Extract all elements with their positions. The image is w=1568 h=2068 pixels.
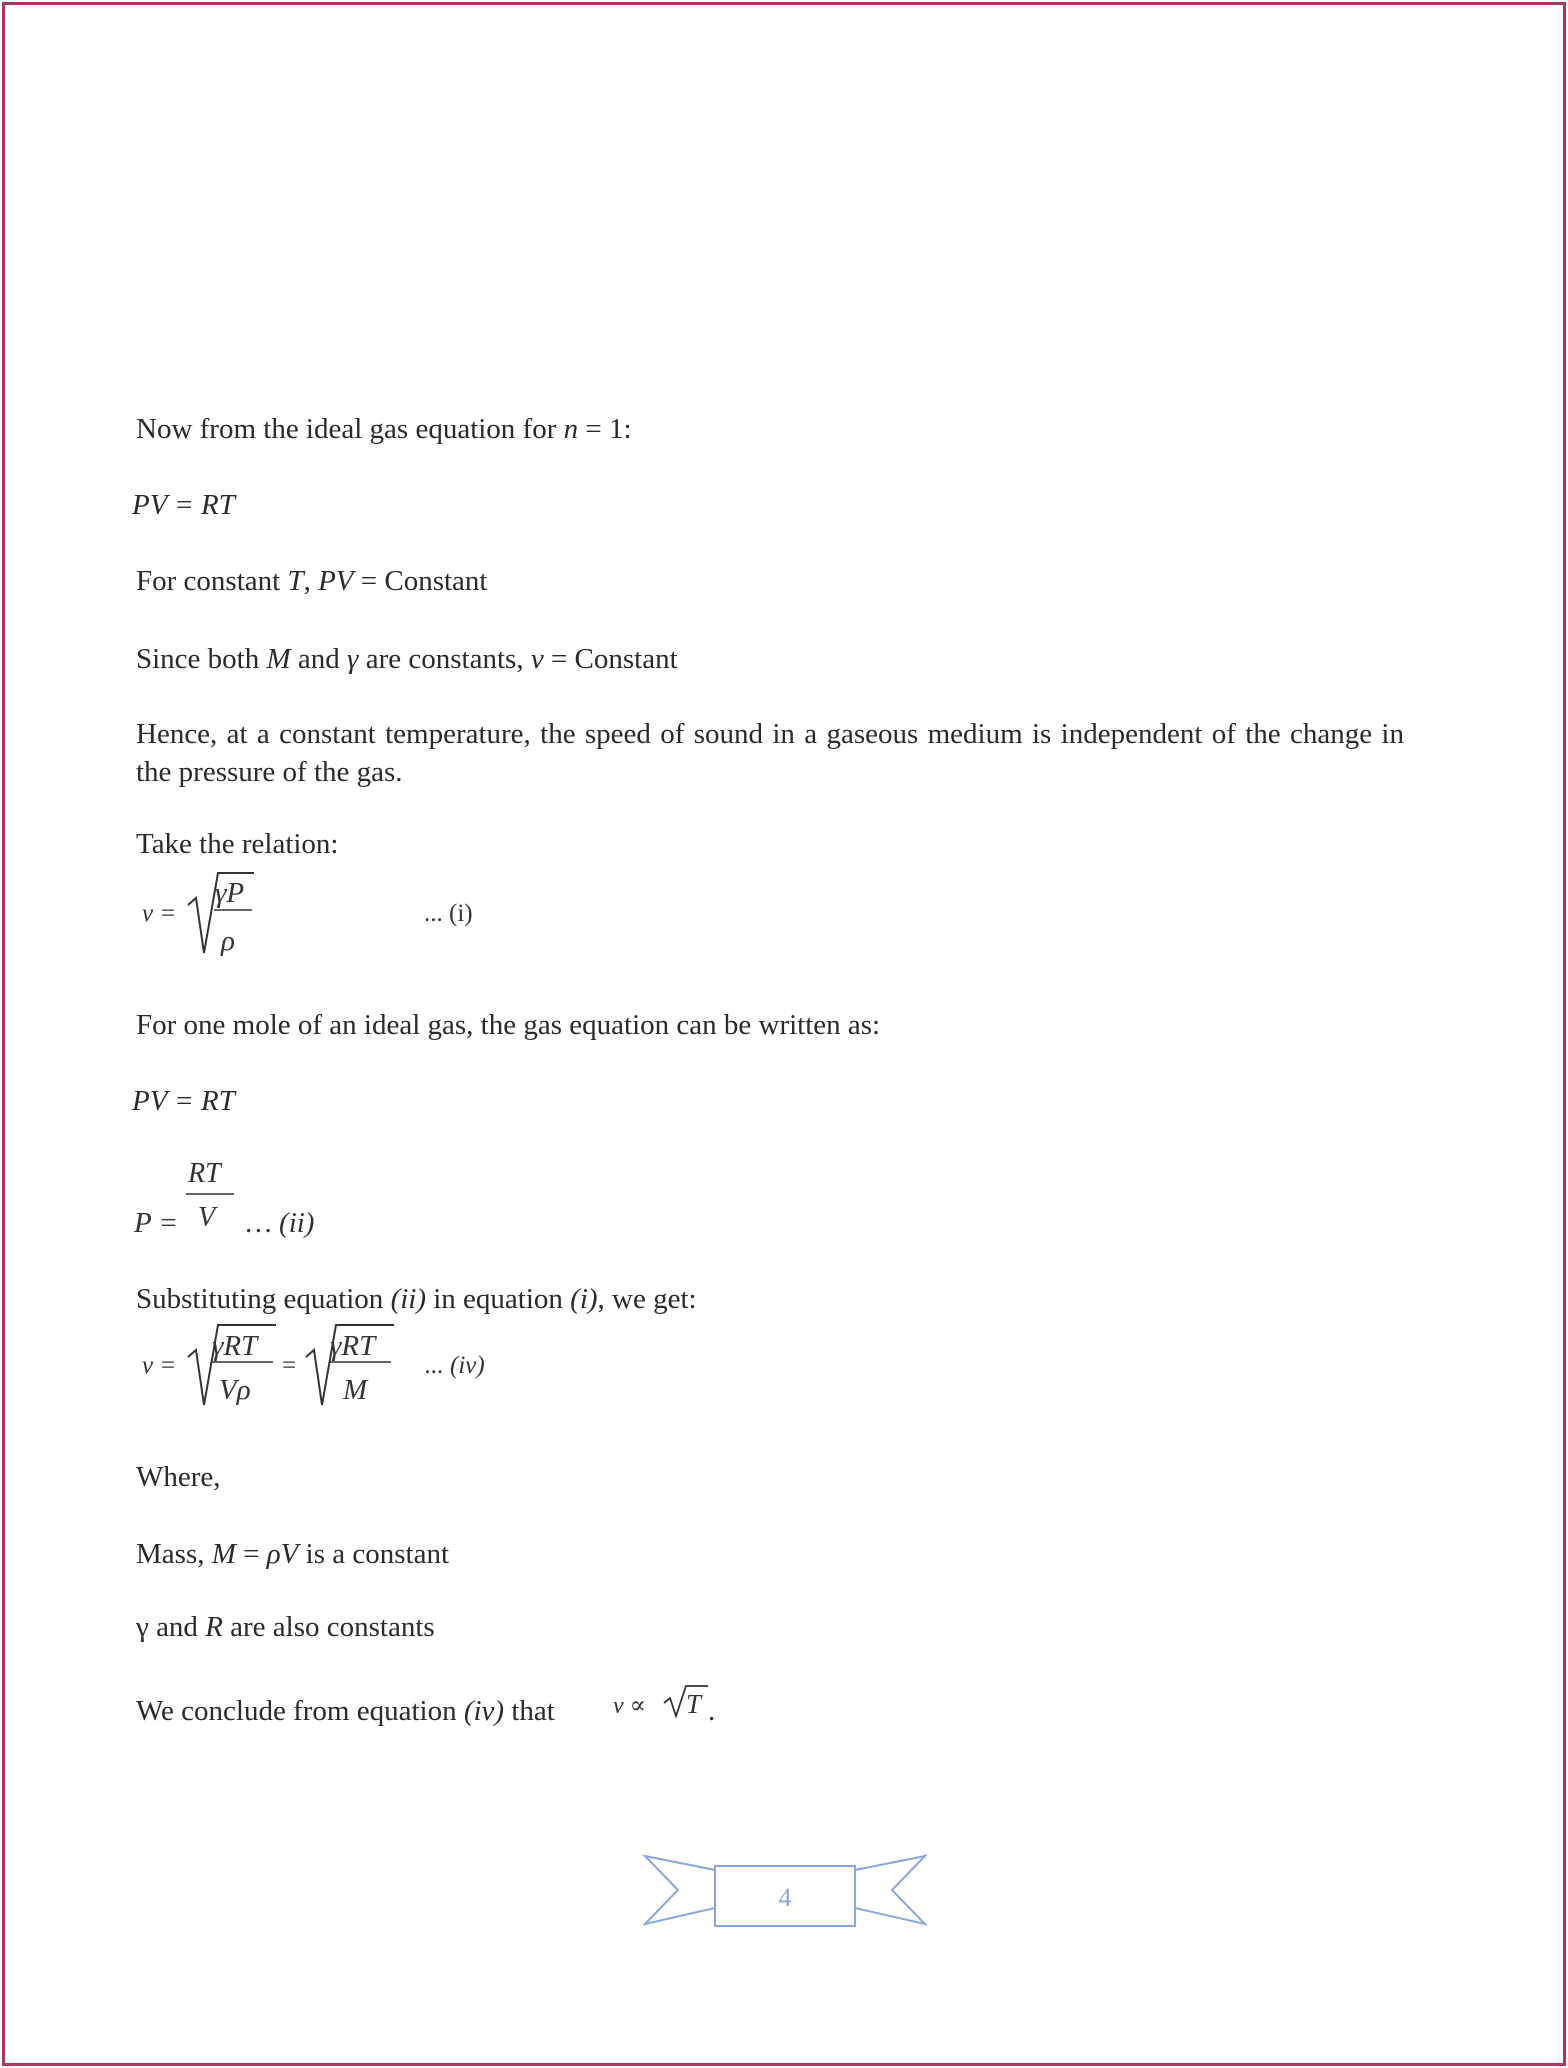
- paragraph-hence: Hence, at a constant temperature, the speed of sound in a gaseous medium is independent of the change in the pressure of the gas.: [136, 718, 1404, 788]
- svg-text:γP: γP: [215, 877, 245, 909]
- banner-right-ribbon: [855, 1856, 925, 1924]
- text-line-substituting: Substituting equation (ii) in equation (i), we get:: [136, 1283, 697, 1315]
- svg-text:=: =: [282, 1352, 297, 1379]
- text-line-mass: Mass, M = ρV is a constant: [136, 1538, 450, 1570]
- text-line-conclude: We conclude from equation (iv) that: [136, 1695, 555, 1727]
- svg-text:RT: RT: [188, 1158, 221, 1189]
- svg-text:… (ii): … (ii): [246, 1207, 315, 1239]
- svg-text:γRT: γRT: [330, 1330, 376, 1362]
- text-line-constants: Since both M and γ are constants, v = Constant: [136, 643, 678, 675]
- equation-pv-rt-2: PV = RT: [132, 1085, 235, 1117]
- svg-text:γRT: γRT: [212, 1330, 258, 1362]
- svg-text:T: T: [686, 1689, 702, 1719]
- page-number: 4: [778, 1883, 792, 1912]
- svg-text:v =: v =: [142, 900, 177, 927]
- text-line-one-mole: For one mole of an ideal gas, the gas equation can be written as:: [136, 1009, 881, 1041]
- svg-text:Vρ: Vρ: [219, 1374, 251, 1406]
- equation-pv-rt: PV = RT: [132, 489, 235, 521]
- svg-text:P =: P =: [134, 1207, 179, 1239]
- svg-text:v ∝: v ∝: [613, 1693, 646, 1719]
- text-line-where: Where,: [136, 1461, 221, 1493]
- text-line-take-relation: Take the relation:: [136, 828, 339, 860]
- text-line-ideal-gas: Now from the ideal gas equation for n = 1:: [136, 413, 632, 445]
- text-period: .: [708, 1695, 716, 1727]
- svg-text:ρ: ρ: [221, 925, 235, 957]
- svg-text:V: V: [198, 1202, 216, 1233]
- text-line-constant-t: For constant T, PV = Constant: [136, 565, 488, 597]
- svg-text:... (iv): ... (iv): [425, 1352, 485, 1379]
- svg-text:... (i): ... (i): [424, 900, 473, 927]
- page-number-banner: [640, 1850, 930, 1940]
- svg-text:v =: v =: [142, 1352, 177, 1379]
- text-line-gamma-r: γ and R are also constants: [136, 1611, 435, 1643]
- svg-text:M: M: [343, 1374, 368, 1406]
- banner-left-ribbon: [645, 1856, 715, 1924]
